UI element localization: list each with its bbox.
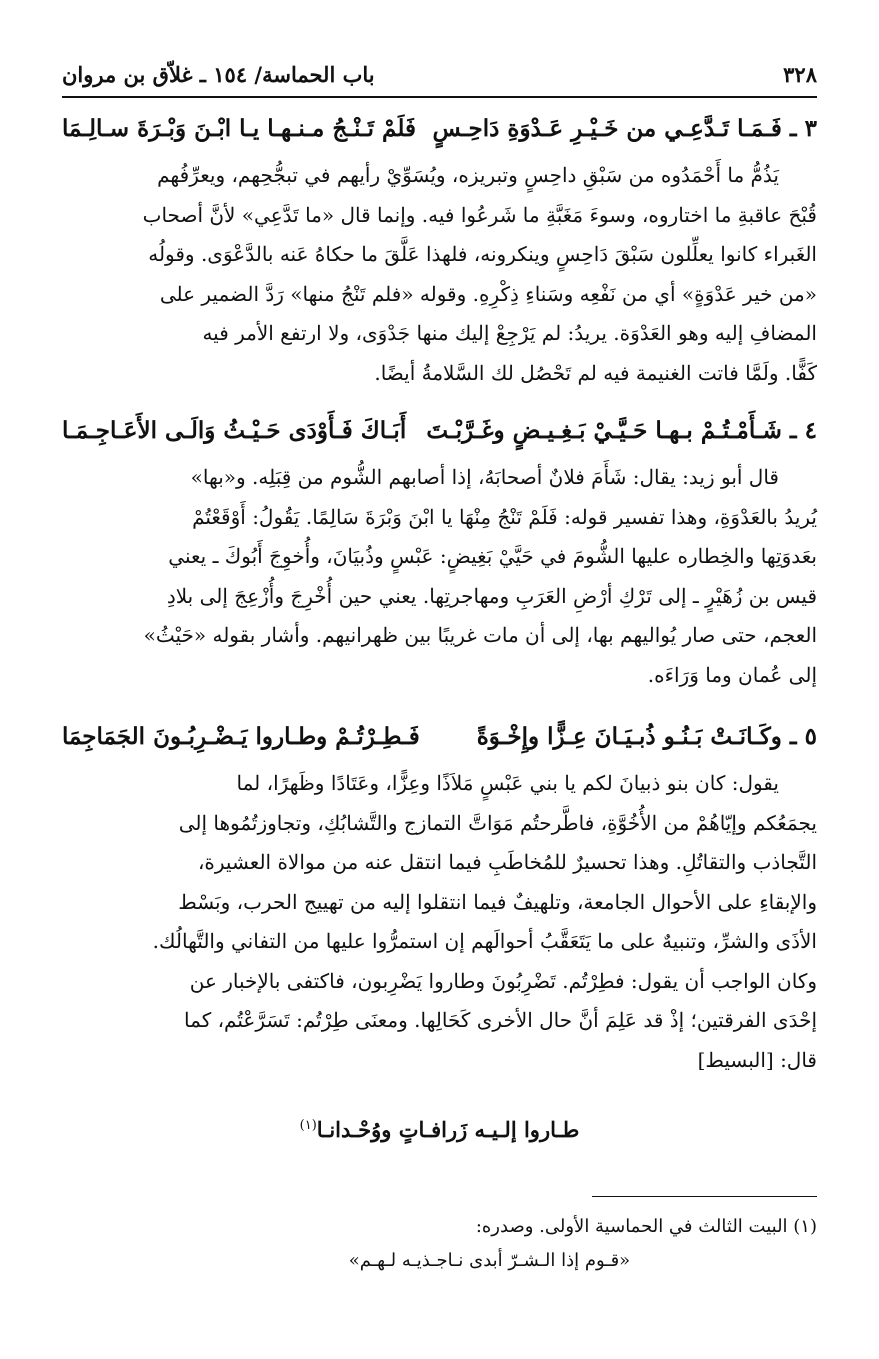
quoted-hemistich-text: طـاروا إلـيـه زَرافـاتٍ ووُحْـدانـا bbox=[316, 1117, 580, 1142]
verse-4 bbox=[62, 410, 817, 450]
text-line: قيس بن زُهَيْرٍ ـ إلى تَرْكِ أرْضِ العَرَبِ ومهاجرتِها. يعني حين أُخْرِجَ وأُزْعِجَ إلى بلادِ bbox=[166, 583, 817, 608]
text-line: الغَبراء كانوا يعلِّلون سَبْقَ دَاحِسٍ وينكرونه، فلهذا عَلَّقَ ما حكاهُ عَنه بالدَّعْوَى. وقولُه bbox=[148, 242, 817, 266]
text-line: يجمَعُكم وإيّاهُمْ من الأُخُوَّةِ، فاطَّرحتُم مَوَاتَّ التمازج والتَّشابُكِ، وتجاوزتُمُوها إلى bbox=[178, 810, 817, 835]
verse-hemistich-second: فَلَمْ تَـنْـجُ مـنـهـا يـا ابْـنَ وَبْـرَةَ سـالِـمَا bbox=[62, 114, 416, 142]
text-line: يَذُمُّ ما أَحْمَدُوه من سَبْقِ داحِسٍ وتبريزه، ويُسَوِّيْ رأيهم في تبجُّحِهم، ويعرِّفُهم bbox=[157, 163, 779, 187]
commentary-paragraph bbox=[62, 156, 817, 393]
running-title: باب الحماسة/ ١٥٤ ـ غلاّق بن مروان bbox=[62, 61, 375, 87]
verse-5 bbox=[62, 716, 817, 756]
footnote-line: «قـوم إذا الـشـرّ أبدى نـاجـذيـه لـهـم» bbox=[348, 1250, 631, 1271]
text-line: قُبْحَ عاقبةِ ما اختاروه، وسوءَ مَغَبَّةِ ما شَرعُوا فيه. وإنما قال «ما تَدَّعِي» لأنَّ أصحاب bbox=[142, 202, 817, 227]
text-line: الأذَى والشرِّ، وتنبيهٌ على ما يَتَعَقَّبُ أحوالَهم إن استمرُّوا عليها من التفاني والتَّهالُك. bbox=[152, 929, 817, 953]
page-header bbox=[62, 56, 817, 92]
text-line: إحْدَى الفرقتين؛ إذْ قد عَلِمَ أنَّ حال الأخرى كَحَالِها. ومعنَى طِرْتُم: تَسَرَّعْتُم، كما bbox=[184, 1008, 817, 1032]
text-line: التَّجاذب والتقاتُلِ. وهذا تحسيرٌ للمُخاطَبِ فيما انتقل عنه من موالاة العشيرة، bbox=[197, 850, 817, 874]
verse-hemistich-second: أَبَـاكَ فَـأَوْدَى حَـيْـثُ وَالَـى الأَعَـاجِـمَـا bbox=[62, 416, 407, 444]
text-line: قال أبو زيد: يقال: شَأَمَ فلانٌ أصحابَهُ، إذا أصابهم الشُّوم من قِبَلِه. و«بها» bbox=[190, 465, 779, 489]
text-line: العجم، حتى صار يُواليهم بها، إلى أن مات غريبًا بين ظهرانيهم. وأشار بقوله «حَيْثُ» bbox=[143, 623, 817, 647]
header-rule bbox=[62, 96, 817, 98]
footnote-line: (١) البيت الثالث في الحماسية الأولى. وصدره: bbox=[475, 1216, 817, 1237]
text-line: كَفًّا. ولَمَّا فاتت الغنيمة فيه لم تَحْصُل لك السَّلامةُ أيضًا. bbox=[374, 360, 817, 385]
text-line: يقول: كان بنو ذبيانَ لكم يا بني عَبْسٍ مَلاَذًا وعِزًّا، وعَتَادًا وظَهرًا، لما bbox=[236, 771, 779, 795]
verse-3 bbox=[62, 108, 817, 148]
footnote-rule bbox=[592, 1196, 817, 1197]
footnote bbox=[62, 1210, 817, 1278]
text-line: بعَدوَتِها والخِطاره عليها الشُّومَ في حَيَّيْ بَغِيضٍ: عَبْسٍ وذُبيَانَ، وأُخوِجَ أَبُوكَ ـ يعني bbox=[168, 544, 817, 568]
commentary-paragraph bbox=[62, 764, 817, 1080]
text-line: قال: [البسيط] bbox=[697, 1047, 817, 1072]
text-line: إلى عُمان وما وَرَاءَه. bbox=[647, 662, 817, 687]
verse-hemistich-first: ٣ ـ فَـمَـا تَـدَّعِـي من خَـيْـرِ عَـدْوَةِ دَاحِـسٍ bbox=[432, 114, 817, 142]
text-line: وكان الواجب أن يقول: فطِرْتُم. تَضْرِبُونَ وطاروا يَضْرِبون، فاكتفى بالإخبار عن bbox=[189, 968, 817, 993]
text-line: المضافِ إليه وهو العَدْوَة. يريدُ: لم يَرْجِعْ إليك منها جَدْوَى، ولا ارتفع الأمر فيه bbox=[202, 321, 817, 345]
commentary-paragraph bbox=[62, 458, 817, 695]
verse-hemistich-second: فَـطِـرْتُـمْ وطـاروا يَـضْـرِبُـونَ الجَمَاجِمَا bbox=[62, 722, 420, 750]
page-number: ٣٢٨ bbox=[783, 61, 817, 87]
quoted-hemistich bbox=[62, 1108, 817, 1148]
text-line: «من خير عَدْوَةٍ» أي من نَفْعِه وسَناءِ ذِكْرِهِ. وقوله «فلم تَنْجُ منها» رَدَّ الضمير على bbox=[159, 281, 817, 306]
footnote-marker[interactable]: (١) bbox=[299, 1118, 317, 1133]
text-line: والإبقاءِ على الأحوال الجامعة، وتلهيفٌ فيما انتقلوا إليه من تهييج الحرب، وبَسْط bbox=[178, 889, 817, 914]
text-line: يُريدُ بالعَدْوَةِ، وهذا تفسير قوله: فَلَمْ تَنْجُ مِنْهَا يا ابْنَ وَبْرَةَ سَالِمًا. يَقُولُ: أَوْقَعْتُمْ bbox=[192, 504, 817, 529]
verse-hemistich-first: ٥ ـ وكَـانَـتْ بَـنُـو ذُبـيَـانَ عِـزًّا وإِخْـوَةً bbox=[476, 722, 817, 750]
verse-hemistich-first: ٤ ـ شَـأَمْـتُـمْ بـهـا حَـيَّـيْ بَـغِـيـضٍ وغَـرَّبْـتَ bbox=[426, 416, 817, 444]
